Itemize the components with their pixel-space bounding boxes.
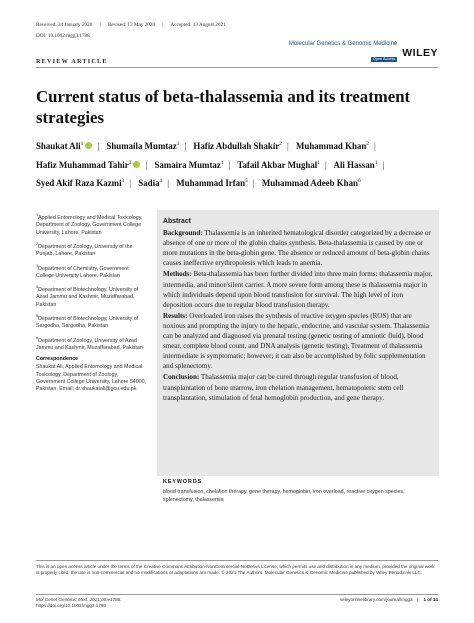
footer-site-link[interactable]: wileyonlinelibrary.com/journal/mgg3: [340, 597, 413, 602]
abstract-sections: [163, 228, 433, 403]
author-name[interactable]: [36, 160, 140, 170]
author-affiliation-marker: 1: [317, 159, 321, 166]
author-name-text: Shumaila Mumtaz: [106, 140, 177, 151]
author-affiliation-marker: 1: [374, 159, 378, 166]
affiliation-marker: 4: [36, 285, 39, 290]
footer-doi-link[interactable]: https://doi.org/10.1002/mgg3.1788: [36, 603, 106, 609]
abstract-heading: Abstract: [163, 218, 191, 225]
author-affiliation-marker: 4: [159, 178, 163, 185]
affiliation-text: Department of Biotechnology, University of Sargodha, Sargodha, Pakistan: [36, 315, 139, 330]
citation-text: Mol Genet Genomic Med. 2021;00:e1788.: [36, 597, 122, 602]
author-affiliation-marker: 5: [245, 178, 248, 185]
license-divider: [36, 560, 438, 561]
author-affiliation-marker: 1: [176, 141, 180, 147]
affiliation-item: [36, 335, 148, 353]
abstract-paragraph: [163, 269, 433, 309]
author-affiliation-marker: 6: [357, 178, 361, 185]
abstract-section-text: Thalassemia is an inherited hematological disorder categorized by a decrease or absence of one or more of the globin chains synthesis. Beta-thalassemia is caused by one or more mutations in the beta-globin gene. The absence or reduced amount of beta-globin chains causes ineffective erythropoiesis which leads to anemia.: [163, 229, 431, 268]
affiliation-text: Department of Chemistry, Government College University Lahore, Pakistan: [36, 265, 129, 279]
abstract-section-text: Thalassemia major can be cured through regular transfusion of blood, transplantation of bone marrow, iron chelation management, hematopoietic stem cell transplantation, stimulation of fetal hemoglobin production, and gene therapy.: [163, 373, 404, 402]
author-name[interactable]: [36, 178, 124, 188]
received-date: Received: 24 January 2020: [36, 22, 93, 28]
affiliation-text: Department of Biotechnology, University of Azad Jammu and Kashmir, Muzaffarabad, Pakistan: [36, 286, 139, 308]
author-separator: |: [228, 159, 231, 170]
footer-citation-block: [36, 597, 122, 609]
abstract-paragraph: [163, 311, 433, 372]
author-separator: |: [325, 159, 327, 170]
author-separator: |: [382, 159, 385, 170]
author-affiliation-marker: 2: [366, 141, 370, 147]
author-name-text: Sadia: [138, 178, 160, 189]
author-name[interactable]: [237, 160, 320, 170]
accepted-date: Accepted: 13 August 2021: [170, 22, 226, 28]
affiliation-item: [36, 313, 148, 331]
author-name-text: Muhammad Adeeb Khan: [261, 178, 358, 189]
author-name-text: Hafiz Muhammad Tahir: [36, 159, 129, 170]
date-separator: |: [162, 22, 164, 28]
keywords-heading: KEYWORDS: [163, 479, 203, 485]
page-number: 1 of 14: [423, 597, 438, 602]
abstract-section-label: Conclusion:: [163, 373, 200, 382]
abstract-section-text: Overloaded iron raises the synthesis of reactive oxygen species (ROS) that are noxious and prompting the injury to the hepatic, endocrine, and vascular system. Thalassemia can be analyzed and diagnosed via prenatal testing (genetic testing of amniotic fluid), blood smear, complete blood count, and DNA analysis (genetic testing). Treatment of thalassemia intermediate is symptomatic; however; it can also be accomplished by folic supplementation and splenectomy.: [163, 311, 430, 371]
author-list: [36, 136, 446, 192]
author-name[interactable]: [262, 178, 361, 188]
author-name-text: Shaukat Ali: [36, 140, 81, 151]
correspondence-block: [36, 356, 148, 394]
abstract-section-text: Beta-thalassemia has been further divided into three main forms: thalassemia major, intermedia, and minor/silent carrier. A more severe form among these is thalassemia major in which individuals depend upon blood transfusion for survival. The high level of iron deposition occurs due to regular blood transfusion therapy.: [163, 270, 433, 309]
article-type: REVIEW ARTICLE: [36, 58, 108, 65]
author-separator: |: [184, 140, 187, 151]
author-affiliation-marker: 1: [220, 159, 224, 166]
affiliation-item: [36, 212, 148, 237]
license-notice: This is an open access article under the terms of the Creative Commons Attribution-NonCommercial-NoDerivs License, which permits use and distribution in any medium, provided the original work is properly cited, the use is non-commercial and no modifications or adaptations are made. © 2021 The Authors. Molecular Genetics & Genomic Medicine published by Wiley Periodicals LLC.: [36, 564, 435, 576]
article-title: Current status of beta-thalassemia and its treatment strategies: [36, 87, 411, 127]
page-separator: |: [416, 597, 419, 602]
open-access-badge: Open Access: [372, 57, 396, 61]
author-name-text: Syed Akif Raza Kazmi: [36, 178, 122, 189]
affiliation-marker: 3: [36, 263, 39, 268]
author-separator: |: [129, 178, 132, 189]
keywords-block: [163, 478, 435, 504]
orcid-icon[interactable]: [133, 161, 140, 168]
affiliation-marker: 6: [36, 335, 39, 340]
abstract-paragraph: [163, 228, 433, 268]
affiliation-text: Department of Zoology, University of Azad Jammu and Kashmir, Muzaffarabad, Pakistan: [36, 337, 143, 351]
author-name[interactable]: [36, 141, 92, 151]
author-name[interactable]: [138, 178, 162, 188]
author-affiliation-marker: 3: [128, 159, 132, 166]
author-name-text: Muhammad Irfan: [176, 178, 246, 189]
author-name-text: Tafail Akbar Mughal: [237, 159, 318, 170]
author-name-text: Ali Hassan: [333, 159, 375, 170]
footer-divider: [36, 594, 438, 595]
revised-date: Revised: 13 May 2020: [107, 22, 156, 28]
affiliations-column: [36, 212, 148, 398]
correspondence-heading: Correspondence: [36, 356, 79, 363]
abstract-section-label: Methods:: [163, 270, 192, 279]
affiliation-marker: 1: [36, 213, 39, 217]
date-separator: |: [99, 22, 101, 28]
author-name[interactable]: [296, 141, 369, 151]
abstract-paragraph: [163, 372, 433, 402]
author-name[interactable]: [176, 178, 248, 188]
affiliation-text: Applied Entomology and Medical Toxicology, Department of Zoology, Government College University, Lahore, Pakistan: [36, 214, 143, 236]
journal-name[interactable]: Molecular Genetics & Genomic Medicine: [288, 41, 398, 47]
author-separator: |: [287, 140, 289, 151]
author-name[interactable]: [106, 141, 179, 151]
article-dates: [36, 22, 232, 28]
author-separator: |: [145, 159, 148, 170]
doi-line[interactable]: DOI: 10.1002/mgg3.1788: [36, 33, 90, 39]
affiliation-text: Department of Zoology, University of the Punjab, Lahore, Pakistan: [36, 243, 133, 258]
author-name-text: Muhammad Khan: [296, 140, 367, 151]
author-separator: |: [374, 140, 376, 151]
author-affiliation-marker: 3: [121, 178, 125, 185]
affiliation-list: [36, 212, 148, 352]
affiliation-item: [36, 263, 148, 281]
footer-page-info: [340, 597, 438, 602]
keywords-list: blood transfusion, chelation therapy, gene therapy, hemoglobin, iron overload, reactive oxygen species, splenectomy, thalassemia: [163, 489, 405, 503]
author-name[interactable]: [334, 160, 378, 170]
orcid-icon[interactable]: [85, 142, 92, 149]
author-affiliation-marker: 2: [279, 141, 282, 147]
abstract-box: [157, 210, 439, 476]
affiliation-item: [36, 284, 148, 309]
affiliation-marker: 5: [36, 314, 39, 319]
author-separator: |: [252, 178, 255, 189]
correspondence-text: Shaukat Ali, Applied Entomology and Medical Toxicology, Department of Zoology, Government College University, Lahore 54000, Pakistan. Email: dr.shaukatali@gcu.edu.pk: [36, 364, 147, 393]
abstract-section-label: Background:: [163, 229, 203, 238]
affiliation-marker: 2: [36, 241, 39, 246]
publisher-logo[interactable]: WILEY: [402, 47, 438, 59]
journal-branding: [289, 41, 438, 65]
abstract-section-label: Results:: [163, 311, 188, 320]
author-name-text: Hafiz Abdullah Shakir: [193, 140, 280, 151]
author-separator: |: [167, 178, 170, 189]
author-separator: |: [97, 140, 100, 151]
header-divider: [36, 67, 438, 68]
author-name-text: Samaira Mumtaz: [154, 159, 221, 170]
author-name[interactable]: [193, 141, 282, 151]
author-name[interactable]: [154, 160, 223, 170]
author-affiliation-marker: 1: [80, 141, 84, 147]
affiliation-item: [36, 241, 148, 259]
